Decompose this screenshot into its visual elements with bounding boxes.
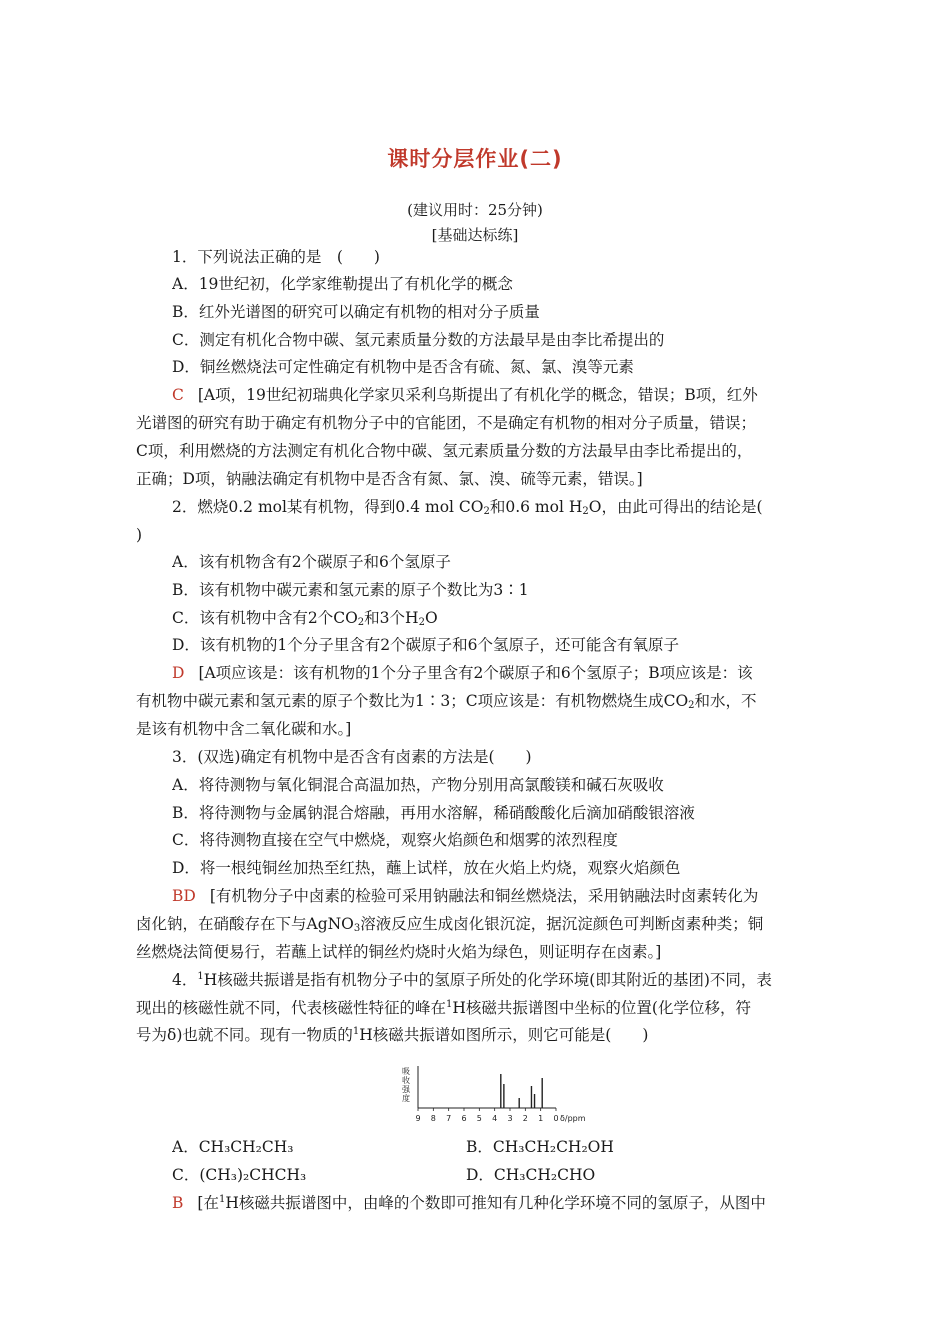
y-axis-label-char: 收 — [402, 1076, 410, 1085]
q3-option-d: D．将一根纯铜丝加热至红热，蘸上试样，放在火焰上灼烧，观察火焰颜色 — [172, 859, 681, 877]
q1-option-c: C．测定有机化合物中碳、氢元素质量分数的方法最早是由李比希提出的 — [172, 331, 665, 349]
q1-stem: 1．下列说法正确的是 ( ) — [172, 248, 380, 266]
section-heading: [基础达标练] — [431, 226, 519, 244]
q1-explanation-1: C [A项，19世纪初瑞典化学家贝采利乌斯提出了有机化学的概念，错误；B项，红外 — [172, 386, 758, 404]
q3-stem: 3．(双选)确定有机物中是否含有卤素的方法是( ) — [172, 748, 532, 766]
q4-stem-3: 号为δ)也就不同。现有一物质的$^1$H核磁共振谱如图所示，则它可能是( ) — [136, 1026, 649, 1044]
nmr-spectrum-chart — [400, 1062, 600, 1126]
q1-option-a: A．19世纪初，化学家维勒提出了有机化学的概念 — [172, 275, 513, 293]
q2-stem: 2．燃烧0.2 mol某有机物，得到0.4 mol $CO_2$和0.6 mol $H_2O$，由此可得出的结论是( — [172, 498, 763, 517]
q4-option-c: C．(CH₃)₂CHCH₃ — [172, 1166, 307, 1184]
y-axis-label-char: 吸 — [402, 1067, 410, 1076]
q4-stem-1: 4．$^1$H核磁共振谱是指有机物分子中的氢原子所处的化学环境(即其附近的基团)不同，表 — [172, 971, 772, 989]
x-tick-label: 9 — [415, 1114, 421, 1123]
q2-answer: D — [172, 664, 185, 682]
q3-explanation-3: 丝燃烧法简便易行，若蘸上试样的铜丝灼烧时火焰为绿色，则证明存在卤素。] — [136, 943, 662, 961]
x-tick-label: 6 — [461, 1114, 467, 1123]
q2-option-c: C．该有机物中含有2个$CO_2$和3个$H_2O$ — [172, 609, 438, 628]
q1-option-b: B．红外光谱图的研究可以确定有机物的相对分子质量 — [172, 303, 540, 321]
q2-option-a: A．该有机物含有2个碳原子和6个氢原子 — [172, 553, 451, 571]
q4-explanation-1: B [在$^1$H核磁共振谱图中，由峰的个数即可推知有几种化学环境不同的氢原子，从图中 — [172, 1194, 766, 1212]
q4-option-b: B．CH₃CH₂CH₂OH — [466, 1138, 614, 1156]
q4-stem-2: 现出的核磁性就不同，代表核磁性特征的峰在$^1$H核磁共振谱图中坐标的位置(化学位移，符 — [136, 999, 751, 1017]
q1-explanation-4: 正确；D项，钠融法确定有机物中是否含有氮、氯、溴、硫等元素，错误。] — [136, 470, 643, 488]
q2-stem-continued: ) — [136, 526, 143, 544]
q2-option-b: B．该有机物中碳元素和氢元素的原子个数比为3∶1 — [172, 581, 529, 599]
q3-answer: BD — [172, 887, 196, 905]
x-tick-label: 3 — [507, 1114, 513, 1123]
q2-option-d: D．该有机物的1个分子里含有2个碳原子和6个氢原子，还可能含有氧原子 — [172, 636, 680, 654]
suggested-time: (建议用时：25分钟) — [407, 201, 543, 219]
y-axis-label-char: 度 — [402, 1094, 410, 1103]
x-axis-label: δ/ppm — [560, 1114, 586, 1123]
q2-explanation-1: D [A项应该是：该有机物的1个分子里含有2个碳原子和6个氢原子；B项应该是：该 — [172, 664, 753, 682]
x-tick-label: 5 — [476, 1114, 482, 1123]
q1-explanation-3: C项，利用燃烧的方法测定有机化合物中碳、氢元素质量分数的方法最早由李比希提出的， — [136, 442, 753, 460]
x-tick-label: 7 — [446, 1114, 452, 1123]
y-axis-label — [402, 1067, 411, 1103]
x-tick-label: 4 — [492, 1114, 498, 1123]
q1-option-d: D．铜丝燃烧法可定性确定有机物中是否含有硫、氮、氯、溴等元素 — [172, 358, 634, 376]
q3-option-b: B．将待测物与金属钠混合熔融，再用水溶解，稀硝酸酸化后滴加硝酸银溶液 — [172, 804, 695, 822]
q2-explanation-2: 有机物中碳元素和氢元素的原子个数比为1∶3；C项应该是：有机物燃烧生成$CO_2$和水，不 — [136, 692, 757, 711]
x-tick-label: 8 — [430, 1114, 436, 1123]
q4-answer: B — [172, 1194, 184, 1212]
q3-option-a: A．将待测物与氧化铜混合高温加热，产物分别用高氯酸镁和碱石灰吸收 — [172, 776, 664, 794]
q4-option-d: D．CH₃CH₂CHO — [466, 1166, 596, 1184]
x-tick-label: 2 — [522, 1114, 528, 1123]
q4-option-a: A．CH₃CH₂CH₃ — [172, 1138, 294, 1156]
q3-option-c: C．将待测物直接在空气中燃烧，观察火焰颜色和烟雾的浓烈程度 — [172, 831, 618, 849]
y-axis-label-char: 强 — [402, 1085, 410, 1094]
q1-answer: C — [172, 386, 184, 404]
q3-explanation-2: 卤化钠，在硝酸存在下与AgNO$_3$溶液反应生成卤化银沉淀，据沉淀颜色可判断卤素种类；铜 — [136, 915, 764, 934]
q2-explanation-3: 是该有机物中含二氧化碳和水。] — [136, 720, 352, 738]
q3-explanation-1: BD [有机物分子中卤素的检验可采用钠融法和铜丝燃烧法，采用钠融法时卤素转化为 — [172, 887, 759, 905]
page-title: 课时分层作业(二) — [387, 147, 563, 171]
q1-explanation-2: 光谱图的研究有助于确定有机物分子中的官能团，不是确定有机物的相对分子质量，错误； — [136, 414, 757, 432]
x-tick-label: 1 — [538, 1114, 544, 1123]
x-tick-label: 0 — [553, 1114, 559, 1123]
